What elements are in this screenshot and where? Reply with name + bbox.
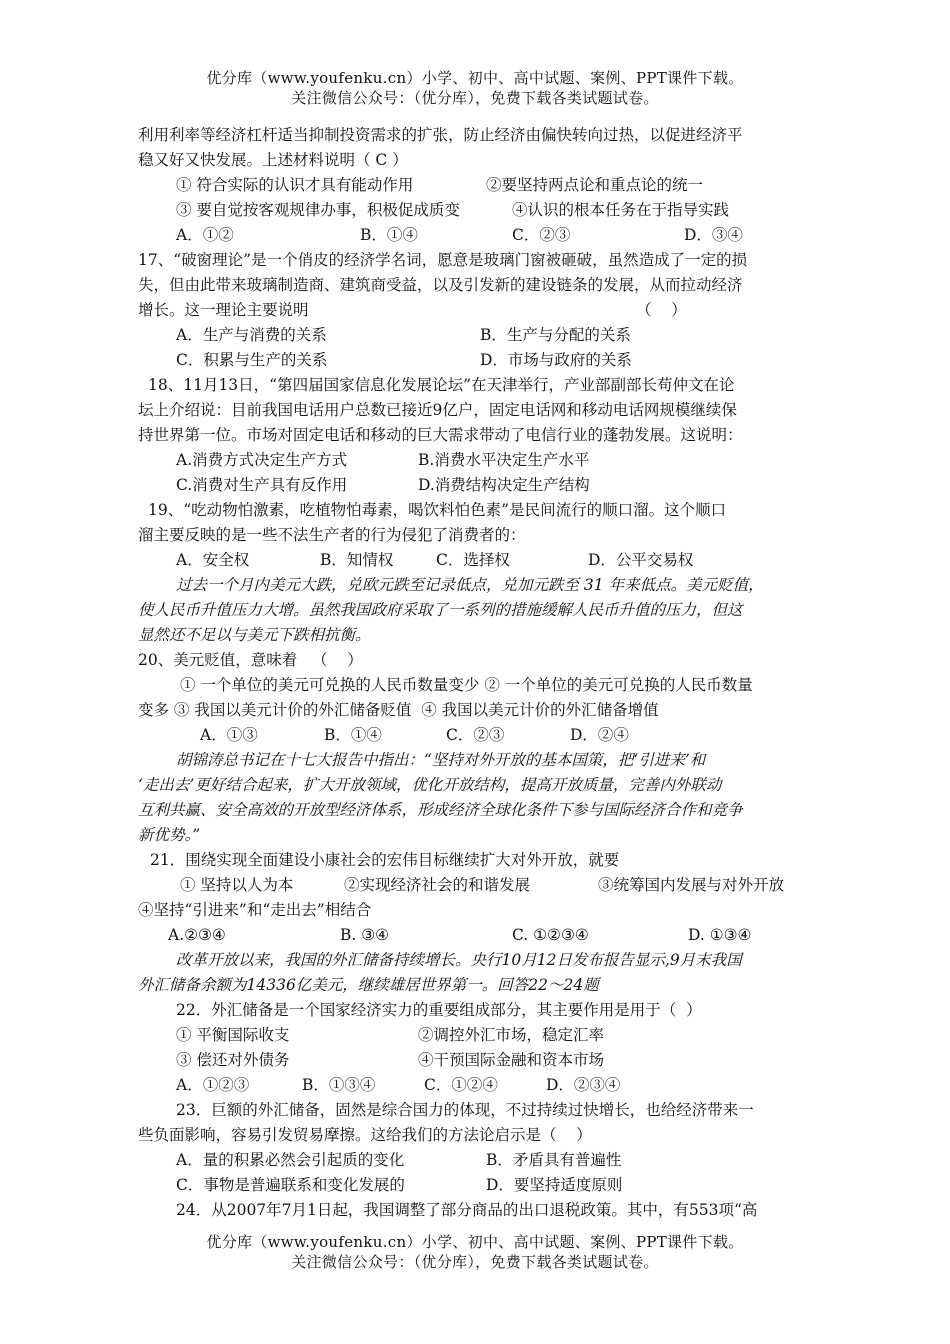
answer-option: A．①② — [176, 226, 234, 244]
passage-line: 改革开放以来，我国的外汇储备持续增长。央行10月12日发布报告显示,9月末我国 — [176, 951, 742, 969]
passage-line: 外汇储备余额为14336亿美元，继续雄居世界第一。回答22～24题 — [138, 976, 599, 994]
answer-option: D．③④ — [684, 226, 743, 244]
question-22: 22．外汇储备是一个国家经济实力的重要组成部分，其主要作用是用于（ ） — [176, 1001, 702, 1019]
answer-option: D. ①③④ — [688, 926, 752, 944]
answer-option: C．②③ — [446, 726, 505, 744]
answer-option: D．②④ — [570, 726, 629, 744]
question-23: 23．巨额的外汇储备，固然是综合国力的体现，不过持续过快增长，也给经济带来一 — [176, 1101, 754, 1119]
answer-option: A．安全权 — [176, 551, 250, 569]
answer-option: D．要坚持适度原则 — [486, 1176, 623, 1194]
question-17: 17、“破窗理论”是一个俏皮的经济学名词，愿意是玻璃门窗被砸破，虽然造成了一定的损 — [138, 251, 748, 269]
answer-option: B．①③④ — [302, 1076, 376, 1094]
text-line: 些负面影响，容易引发贸易摩擦。这给我们的方法论启示是（ ） — [138, 1126, 592, 1144]
option-line: ① 坚持以人为本 — [180, 876, 294, 894]
option-line: ③ 要自觉按客观规律办事，积极促成质变 — [176, 201, 460, 219]
page-footer — [0, 1232, 950, 1272]
question-19: 19、“吃动物怕激素，吃植物怕毒素，喝饮料怕色素”是民间流行的顺口溜。这个顺口 — [148, 501, 727, 519]
answer-blank: （ ） — [636, 301, 687, 319]
answer-option: C．事物是普遍联系和变化发展的 — [176, 1176, 405, 1194]
text-line: 坛上介绍说：目前我国电话用户总数已接近9亿户，固定电话网和移动电话网规模继续保 — [138, 401, 737, 419]
text-line: 增长。这一理论主要说明 — [138, 301, 309, 319]
answer-option: C．积累与生产的关系 — [176, 351, 328, 369]
option-line: ① 符合实际的认识才具有能动作用 — [176, 176, 414, 194]
answer-option: D.消费结构决定生产结构 — [418, 476, 590, 494]
option-line: ④干预国际金融和资本市场 — [418, 1051, 605, 1069]
passage-line: 使人民币升值压力大增。虽然我国政府采取了一系列的措施缓解人民币升值的压力，但这 — [138, 601, 743, 619]
option-line: ① 一个单位的美元可兑换的人民币数量变少 ② 一个单位的美元可兑换的人民币数量 — [180, 676, 753, 694]
answer-option: A.②③④ — [168, 926, 226, 944]
answer-option: A．①②③ — [176, 1076, 250, 1094]
footer-line-2: 关注微信公众号：（优分库），免费下载各类试题试卷。 — [291, 1253, 659, 1271]
text-line: 利用利率等经济杠杆适当抑制投资需求的扩张，防止经济由偏快转向过热，以促进经济平 — [138, 126, 743, 144]
answer-option: C．②③ — [512, 226, 571, 244]
option-line: ① 平衡国际收支 — [176, 1026, 290, 1044]
question-24: 24．从2007年7月1日起，我国调整了部分商品的出口退税政策。其中，有553项“高 — [176, 1201, 758, 1219]
header-line-1: 优分库（www.youfenku.cn）小学、初中、高中试题、案例、PPT课件下载。 — [206, 69, 744, 87]
text-line: 持世界第一位。市场对固定电话和移动的巨大需求带动了电信行业的蓬勃发展。这说明： — [138, 426, 743, 444]
option-line: ③统筹国内发展与对外开放 — [598, 876, 785, 894]
answer-option: B．生产与分配的关系 — [480, 326, 631, 344]
answer-option: B.消费水平决定生产水平 — [418, 451, 590, 469]
option-line: ②实现经济社会的和谐发展 — [344, 876, 531, 894]
option-line: ③ 偿还对外债务 — [176, 1051, 290, 1069]
passage-line: 互利共赢、安全高效的开放型经济体系，形成经济全球化条件下参与国际经济合作和竞争 — [138, 801, 743, 819]
answer-option: D．市场与政府的关系 — [480, 351, 632, 369]
answer-option: B．①④ — [324, 726, 382, 744]
answer-option: A．量的积累必然会引起质的变化 — [176, 1151, 405, 1169]
answer-option: A．①③ — [200, 726, 258, 744]
text-line: 溜主要反映的是一些不法生产者的行为侵犯了消费者的： — [138, 526, 526, 544]
answer-option: B．①④ — [360, 226, 418, 244]
header-line-2: 关注微信公众号：（优分库），免费下载各类试题试卷。 — [291, 89, 659, 107]
answer-option: B．知情权 — [320, 551, 394, 569]
question-21: 21．围绕实现全面建设小康社会的宏伟目标继续扩大对外开放，就要 — [150, 851, 620, 869]
answer-option: C．①②④ — [424, 1076, 498, 1094]
passage-line: 显然还不足以与美元下跌相抗衡。 — [138, 626, 371, 644]
passage-line: ‘走出去’更好结合起来，扩大开放领域，优化开放结构，提高开放质量，完善内外联动 — [138, 776, 722, 794]
option-line: ②调控外汇市场，稳定汇率 — [418, 1026, 605, 1044]
answer-option: A.消费方式决定生产方式 — [176, 451, 348, 469]
answer-option: C.消费对生产具有反作用 — [176, 476, 348, 494]
text-line: 稳又好又快发展。上述材料说明（ C ） — [138, 151, 408, 169]
option-line: ④坚持“引进来”和“走出去”相结合 — [138, 901, 372, 919]
answer-option: D．公平交易权 — [588, 551, 694, 569]
answer-option: C. ①②③④ — [512, 926, 589, 944]
passage-line: 过去一个月内美元大跌，兑欧元跌至记录低点，兑加元跌至 31 年来低点。美元贬值， — [176, 576, 764, 594]
question-18: 18、11月13日，“第四届国家信息化发展论坛”在天津举行，产业部副部长苟仲文在论 — [148, 376, 735, 394]
answer-option: B. ③④ — [340, 926, 390, 944]
passage-line: 新优势。” — [138, 826, 201, 844]
question-20: 20、美元贬值，意味着 （ ） — [138, 651, 363, 669]
option-line: ②要坚持两点论和重点论的统一 — [486, 176, 704, 194]
option-line: 变多 ③ 我国以美元计价的外汇储备贬值 ④ 我国以美元计价的外汇储备增值 — [138, 701, 659, 719]
page-header — [0, 68, 950, 108]
answer-option: D．②③④ — [546, 1076, 621, 1094]
passage-line: 胡锦涛总书记在十七大报告中指出：“坚持对外开放的基本国策，把‘引进来’和 — [176, 751, 706, 769]
footer-line-1: 优分库（www.youfenku.cn）小学、初中、高中试题、案例、PPT课件下载。 — [206, 1233, 744, 1251]
answer-option: A．生产与消费的关系 — [176, 326, 327, 344]
answer-option: C．选择权 — [436, 551, 510, 569]
answer-option: B．矛盾具有普遍性 — [486, 1151, 622, 1169]
text-line: 失，但由此带来玻璃制造商、建筑商受益，以及引发新的建设链条的发展，从而拉动经济 — [138, 276, 743, 294]
option-line: ④认识的根本任务在于指导实践 — [512, 201, 730, 219]
